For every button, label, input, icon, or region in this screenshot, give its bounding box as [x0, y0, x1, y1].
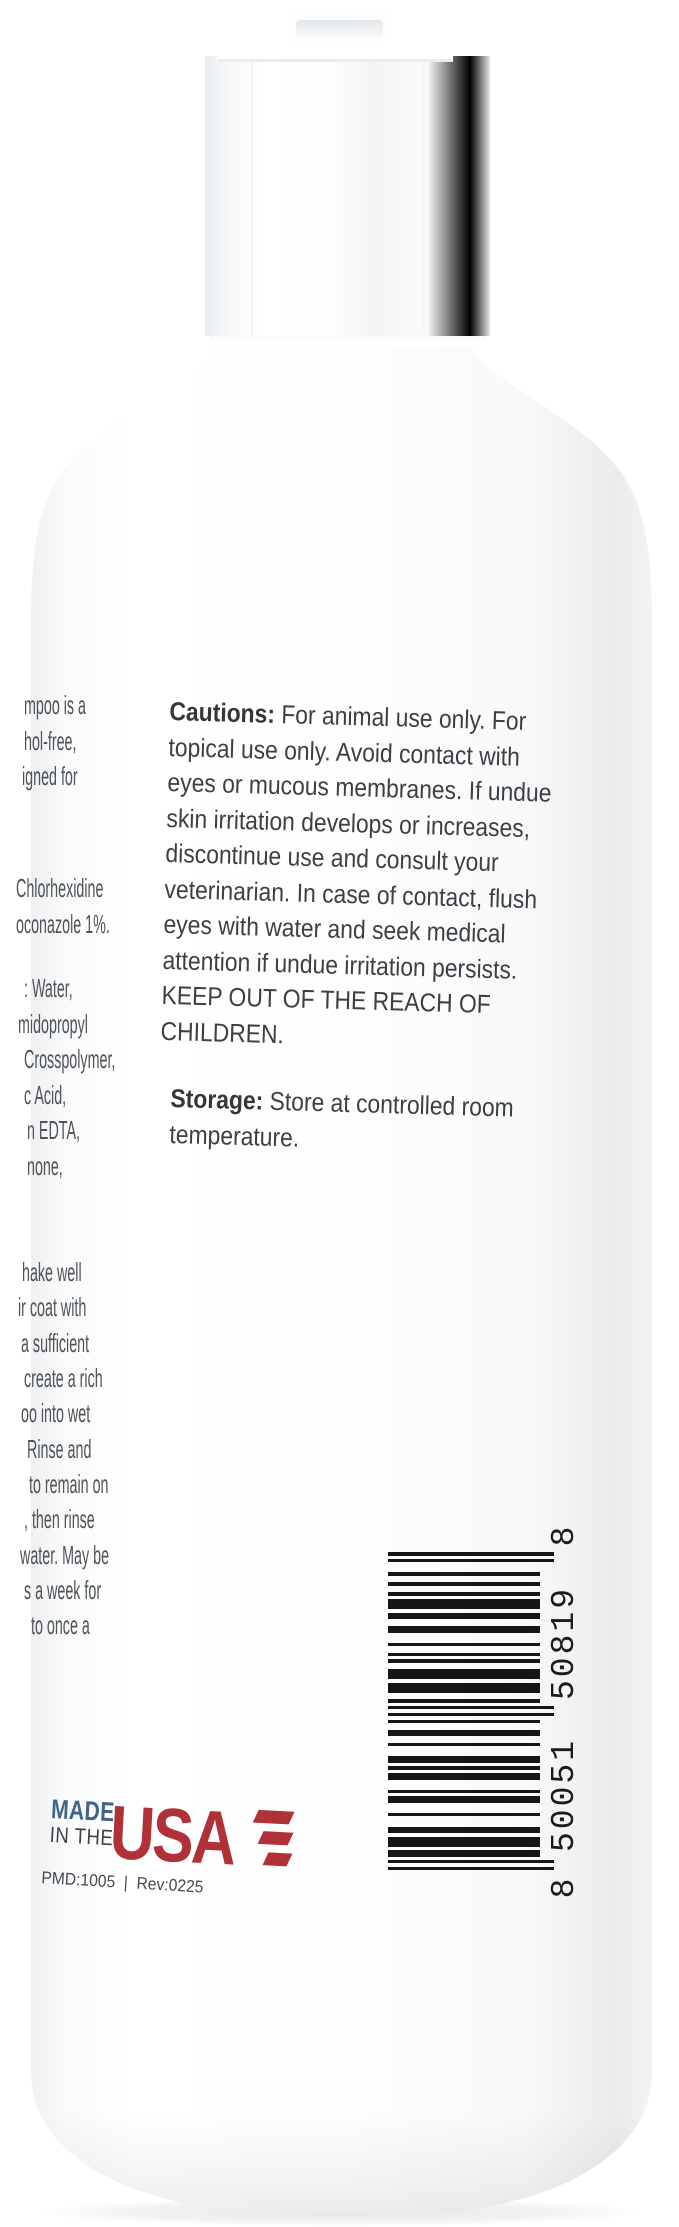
barcode-module — [388, 1626, 540, 1629]
barcode-module — [388, 1746, 540, 1749]
barcode-module — [388, 1606, 540, 1609]
barcode-module — [388, 1770, 540, 1773]
barcode-module — [388, 1556, 554, 1559]
barcode-module — [388, 1686, 540, 1689]
barcode-module — [388, 1817, 540, 1820]
label-fragment: hol-free, — [24, 726, 77, 756]
barcode-module — [388, 1589, 540, 1592]
text-line: attention if undue irritation persists. — [162, 944, 518, 985]
barcode-module — [388, 1636, 540, 1639]
barcode-module — [388, 1753, 540, 1756]
barcode-module — [388, 1619, 540, 1622]
label-fragment: Rinse and — [27, 1434, 92, 1464]
barcode-module — [388, 1656, 540, 1659]
upc-barcode — [388, 1522, 583, 1898]
barcode-module — [388, 1576, 540, 1579]
in-the-text: IN THE — [49, 1821, 114, 1851]
text-line: temperature. — [169, 1118, 300, 1153]
label-fragment: mpoo is a — [24, 690, 87, 720]
barcode-module — [388, 1673, 540, 1676]
bottle-body-shape — [31, 346, 652, 2214]
label-fragment: c Acid, — [24, 1080, 67, 1110]
barcode-module — [388, 1689, 540, 1692]
barcode-module — [388, 1736, 540, 1739]
barcode-module — [388, 1756, 540, 1759]
cap-top-seam — [218, 59, 452, 62]
barcode-module — [388, 1766, 540, 1769]
made-text: MADE — [50, 1793, 116, 1828]
barcode-module — [388, 1850, 540, 1853]
cautions-text — [160, 694, 554, 1060]
barcode-module — [388, 1750, 540, 1753]
label-fragment: Crosspolymer, — [24, 1044, 116, 1074]
barcode-module — [388, 1720, 540, 1723]
barcode-module — [388, 1840, 540, 1843]
label-fragment: to once a — [31, 1610, 90, 1640]
barcode-module — [388, 1776, 540, 1779]
barcode-module — [388, 1763, 540, 1766]
text-line: veterinarian. In case of contact, flush — [164, 873, 538, 914]
barcode-module — [388, 1609, 540, 1612]
barcode-module — [388, 1643, 540, 1646]
barcode-module — [388, 1592, 540, 1595]
label-fragment: : Water, — [24, 973, 73, 1003]
label-fragment: oo into wet — [21, 1398, 91, 1428]
barcode-digit-right: 8 — [546, 1523, 583, 1547]
barcode-module — [388, 1616, 540, 1619]
barcode-digit-left: 8 — [546, 1875, 583, 1899]
barcode-module — [388, 1676, 540, 1679]
barcode-module — [388, 1823, 540, 1826]
barcode-module — [388, 1623, 540, 1626]
barcode-module — [388, 1827, 540, 1830]
label-fragment: ir coat with — [18, 1292, 87, 1322]
bottle-bottom-shading — [31, 2110, 652, 2218]
barcode-module — [388, 1710, 554, 1713]
barcode-module — [388, 1572, 540, 1575]
text-line: eyes or mucous membranes. If undue — [167, 766, 552, 808]
barcode-module — [388, 1569, 540, 1572]
barcode-module — [388, 1562, 540, 1565]
cap-flip-nub-recess — [296, 20, 383, 37]
barcode-module — [388, 1740, 540, 1743]
barcode-module — [388, 1800, 540, 1803]
barcode-module — [388, 1853, 540, 1856]
barcode-module — [388, 1669, 540, 1672]
usa-flag-stripes-icon — [246, 1809, 289, 1867]
label-fragment: , then rinse — [24, 1504, 95, 1534]
barcode-module — [388, 1860, 554, 1863]
barcode-module — [388, 1847, 540, 1850]
text-line: topical use only. Avoid contact with — [168, 731, 521, 772]
barcode-module — [388, 1633, 540, 1636]
barcode-module — [388, 1833, 540, 1836]
barcode-module — [388, 1863, 554, 1866]
barcode-module — [388, 1646, 540, 1649]
label-fragment: create a rich — [24, 1363, 103, 1393]
barcode-module — [388, 1663, 540, 1666]
text-line: Storage: Store at controlled room — [170, 1082, 515, 1123]
barcode-module — [388, 1803, 540, 1806]
barcode-module — [388, 1582, 540, 1585]
barcode-module — [388, 1723, 540, 1726]
barcode-module — [388, 1552, 554, 1555]
barcode-module — [388, 1730, 540, 1733]
barcode-module — [388, 1566, 540, 1569]
barcode-module — [388, 1806, 540, 1809]
usa-text: USA — [107, 1790, 237, 1882]
barcode-module — [388, 1857, 540, 1860]
barcode-module — [388, 1716, 554, 1719]
label-fragment: midopropyl — [18, 1009, 88, 1039]
text-line: KEEP OUT OF THE REACH OF — [161, 979, 492, 1020]
barcode-module — [388, 1693, 540, 1696]
barcode-bars — [388, 1552, 554, 1870]
barcode-module — [388, 1733, 540, 1736]
barcode-module — [388, 1830, 540, 1833]
label-fragment: n EDTA, — [27, 1115, 80, 1145]
barcode-module — [388, 1586, 540, 1589]
barcode-module — [388, 1613, 540, 1616]
barcode-module — [388, 1629, 540, 1632]
label-fragment: Chlorhexidine — [16, 873, 104, 903]
barcode-module — [388, 1666, 540, 1669]
barcode-module — [388, 1699, 540, 1702]
barcode-module — [388, 1726, 540, 1729]
barcode-module — [388, 1780, 540, 1783]
barcode-module — [388, 1783, 540, 1786]
barcode-module — [388, 1713, 554, 1716]
label-fragment: to remain on — [29, 1469, 109, 1499]
barcode-module — [388, 1773, 540, 1776]
label-fragment: s a week for — [24, 1575, 102, 1605]
barcode-module — [388, 1793, 540, 1796]
label-fragment: water. May be — [20, 1540, 110, 1570]
text-line: Cautions: For animal use only. For — [169, 695, 527, 736]
label-fragment: hake well — [22, 1257, 82, 1287]
barcode-module — [388, 1760, 540, 1763]
barcode-module — [388, 1867, 554, 1870]
barcode-module — [388, 1696, 540, 1699]
pmd-rev-code: PMD:1005 | Rev:0225 — [40, 1868, 205, 1897]
bottle-cap — [205, 56, 490, 336]
barcode-module — [388, 1599, 540, 1602]
barcode-module — [388, 1596, 540, 1599]
barcode-module — [388, 1649, 540, 1652]
barcode-module — [388, 1810, 540, 1813]
label-fragment: a sufficient — [21, 1328, 90, 1358]
barcode-module — [388, 1639, 540, 1642]
storage-text — [169, 1081, 514, 1162]
barcode-module — [388, 1679, 540, 1682]
barcode-module — [388, 1820, 540, 1823]
text-line: discontinue use and consult your — [165, 837, 500, 878]
barcode-digit-group1: 50051 — [546, 1737, 583, 1853]
barcode-module — [388, 1653, 540, 1656]
barcode-module — [388, 1579, 540, 1582]
barcode-module — [388, 1796, 540, 1799]
barcode-module — [388, 1703, 554, 1706]
barcode-module — [388, 1559, 554, 1562]
barcode-module — [388, 1790, 540, 1793]
barcode-module — [388, 1603, 540, 1606]
text-line: eyes with water and seek medical — [163, 908, 506, 949]
barcode-module — [388, 1659, 540, 1662]
label-fragment: igned for — [22, 761, 78, 791]
barcode-module — [388, 1843, 540, 1846]
barcode-module — [388, 1786, 540, 1789]
label-fragment: oconazole 1%. — [16, 909, 110, 939]
barcode-module — [388, 1706, 554, 1709]
text-line: skin irritation develops or increases, — [166, 802, 531, 843]
barcode-module — [388, 1743, 540, 1746]
barcode-module — [388, 1837, 540, 1840]
text-line: CHILDREN. — [160, 1015, 285, 1049]
barcode-digit-group2: 50819 — [546, 1585, 583, 1701]
barcode-module — [388, 1683, 540, 1686]
label-fragment: none, — [27, 1151, 63, 1181]
barcode-module — [388, 1813, 540, 1816]
